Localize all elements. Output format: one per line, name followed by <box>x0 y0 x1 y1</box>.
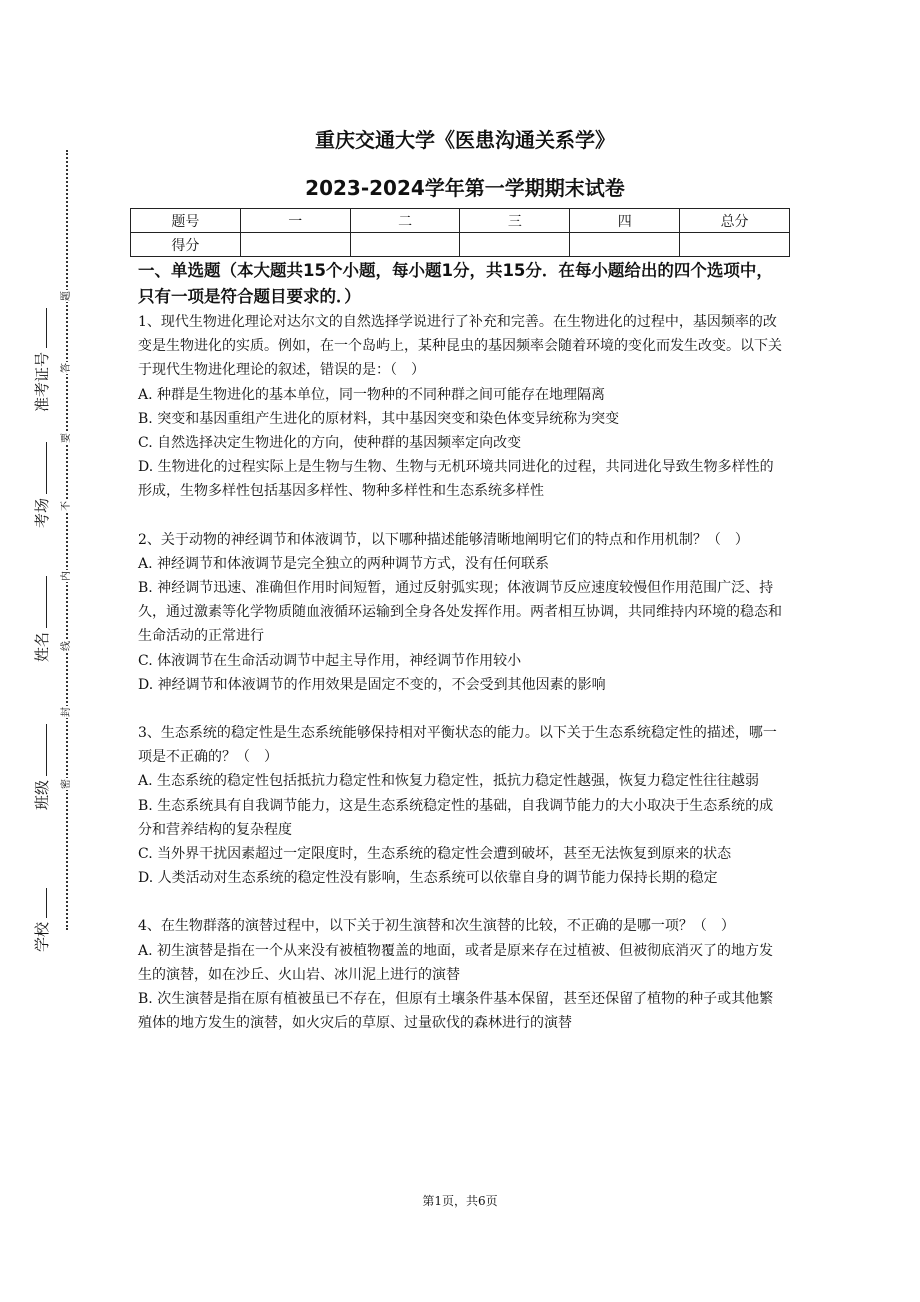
seal-char: 题 <box>61 291 72 301</box>
question-2 <box>138 528 786 721</box>
option-b: B. 神经调节迅速、准确但作用时间短暂，通过反射弧实现；体液调节反应速度较慢但作用范围广泛、持久，通过激素等化学物质随血液循环运输到全身各处发挥作用。两者相互协调，共同维持内环境的稳态和生命活动的正常进行 <box>138 580 782 645</box>
option-c: C. 当外界干扰因素超过一定限度时，生态系统的稳定性会遭到破坏，甚至无法恢复到原来的状态 <box>138 846 732 863</box>
score-table-header-row <box>131 209 790 233</box>
seal-char: 答 <box>61 363 72 373</box>
option-a: A. 生态系统的稳定性包括抵抗力稳定性和恢复力稳定性，抵抗力稳定性越强，恢复力稳定性往往越弱 <box>138 773 760 790</box>
score-header-cell: 四 <box>570 209 680 233</box>
score-row-label: 得分 <box>131 233 241 257</box>
seal-dotted-line <box>66 150 68 930</box>
option-b: B. 次生演替是指在原有植被虽已不存在，但原有土壤条件基本保留，甚至还保留了植物的种子或其他繁殖体的地方发生的演替，如火灾后的草原、过量砍伐的森林进行的演替 <box>138 991 774 1032</box>
score-table-score-row <box>131 233 790 257</box>
score-header-cell: 总分 <box>680 209 790 233</box>
seal-char: 要 <box>61 433 72 443</box>
option-c: C. 自然选择决定生物进化的方向，使种群的基因频率定向改变 <box>138 435 522 452</box>
class-blank[interactable] <box>34 724 47 776</box>
seal-char: 内 <box>61 571 72 581</box>
school-blank[interactable] <box>34 888 47 918</box>
admission-number-field: 准考证号 <box>31 308 52 412</box>
exam-room-field: 考场 <box>31 442 52 528</box>
option-a: A. 神经调节和体液调节是完全独立的两种调节方式，没有任何联系 <box>138 555 550 572</box>
seal-char: 线 <box>61 641 72 651</box>
option-d: D. 人类活动对生态系统的稳定性没有影响，生态系统可以依靠自身的调节能力保持长期的稳定 <box>138 870 718 887</box>
name-blank[interactable] <box>34 576 47 628</box>
score-header-cell: 题号 <box>131 209 241 233</box>
option-b: B. 突变和基因重组产生进化的原材料，其中基因突变和染色体变异统称为突变 <box>138 410 620 427</box>
option-b: B. 生态系统具有自我调节能力，这是生态系统稳定性的基础，自我调节能力的大小取决于生态系统的成分和营养结构的复杂程度 <box>138 797 774 838</box>
seal-char: 不 <box>61 501 72 511</box>
binding-margin <box>0 0 80 1302</box>
question-4 <box>138 914 786 1035</box>
score-header-cell: 二 <box>350 209 460 233</box>
option-d: D. 生物进化的过程实际上是生物与生物、生物与无机环境共同进化的过程，共同进化导致生物多样性的形成，生物多样性包括基因多样性、物种多样性和生态系统多样性 <box>138 459 774 500</box>
question-stem: 3、生态系统的稳定性是生态系统能够保持相对平衡状态的能力。以下关于生态系统稳定性的描述，哪一项是不正确的？（ ） <box>138 725 777 766</box>
score-cell-total[interactable] <box>680 233 790 257</box>
school-course-title: 重庆交通大学《医患沟通关系学》 <box>315 128 615 152</box>
option-a: A. 种群是生物进化的基本单位，同一物种的不同种群之间可能存在地理隔离 <box>138 386 606 403</box>
question-3 <box>138 721 786 914</box>
school-field: 学校 <box>31 888 52 952</box>
class-field: 班级 <box>31 724 52 810</box>
page-footer: 第1页，共6页 <box>422 1194 498 1208</box>
option-d: D. 神经调节和体液调节的作用效果是固定不变的，不会受到其他因素的影响 <box>138 676 606 693</box>
score-cell-section-2[interactable] <box>350 233 460 257</box>
exam-title: 2023-2024学年第一学期期末试卷 <box>305 176 625 200</box>
question-stem: 2、关于动物的神经调节和体液调节，以下哪种描述能够清晰地阐明它们的特点和作用机制？（ ） <box>138 531 749 548</box>
question-stem: 1、现代生物进化理论对达尔文的自然选择学说进行了补充和完善。在生物进化的过程中，基因频率的改变是生物进化的实质。例如，在一个岛屿上，某种昆虫的基因频率会随着环境的变化而发生改变。以下关于现代生物进化理论的叙述，错误的是：（ ） <box>138 314 782 379</box>
score-table <box>130 208 790 257</box>
score-header-cell: 一 <box>240 209 350 233</box>
score-cell-section-1[interactable] <box>240 233 350 257</box>
question-stem: 4、在生物群落的演替过程中，以下关于初生演替和次生演替的比较，不正确的是哪一项？（ ） <box>138 918 735 935</box>
exam-room-blank[interactable] <box>34 442 47 494</box>
seal-char: 密 <box>61 779 72 789</box>
question-1 <box>138 310 786 528</box>
score-cell-section-3[interactable] <box>460 233 570 257</box>
seal-char: 封 <box>61 707 72 717</box>
exam-content <box>138 258 786 1035</box>
option-c: C. 体液调节在生命活动调节中起主导作用，神经调节作用较小 <box>138 652 522 669</box>
score-cell-section-4[interactable] <box>570 233 680 257</box>
section-title: 一、单选题（本大题共15个小题，每小题1分，共15分．在每小题给出的四个选项中，只有一项是符合题目要求的．） <box>138 261 773 306</box>
name-field: 姓名 <box>31 576 52 662</box>
option-a: A. 初生演替是指在一个从来没有被植物覆盖的地面，或者是原来存在过植被、但被彻底消灭了的地方发生的演替，如在沙丘、火山岩、冰川泥上进行的演替 <box>138 942 774 983</box>
score-header-cell: 三 <box>460 209 570 233</box>
admission-number-blank[interactable] <box>34 308 47 348</box>
